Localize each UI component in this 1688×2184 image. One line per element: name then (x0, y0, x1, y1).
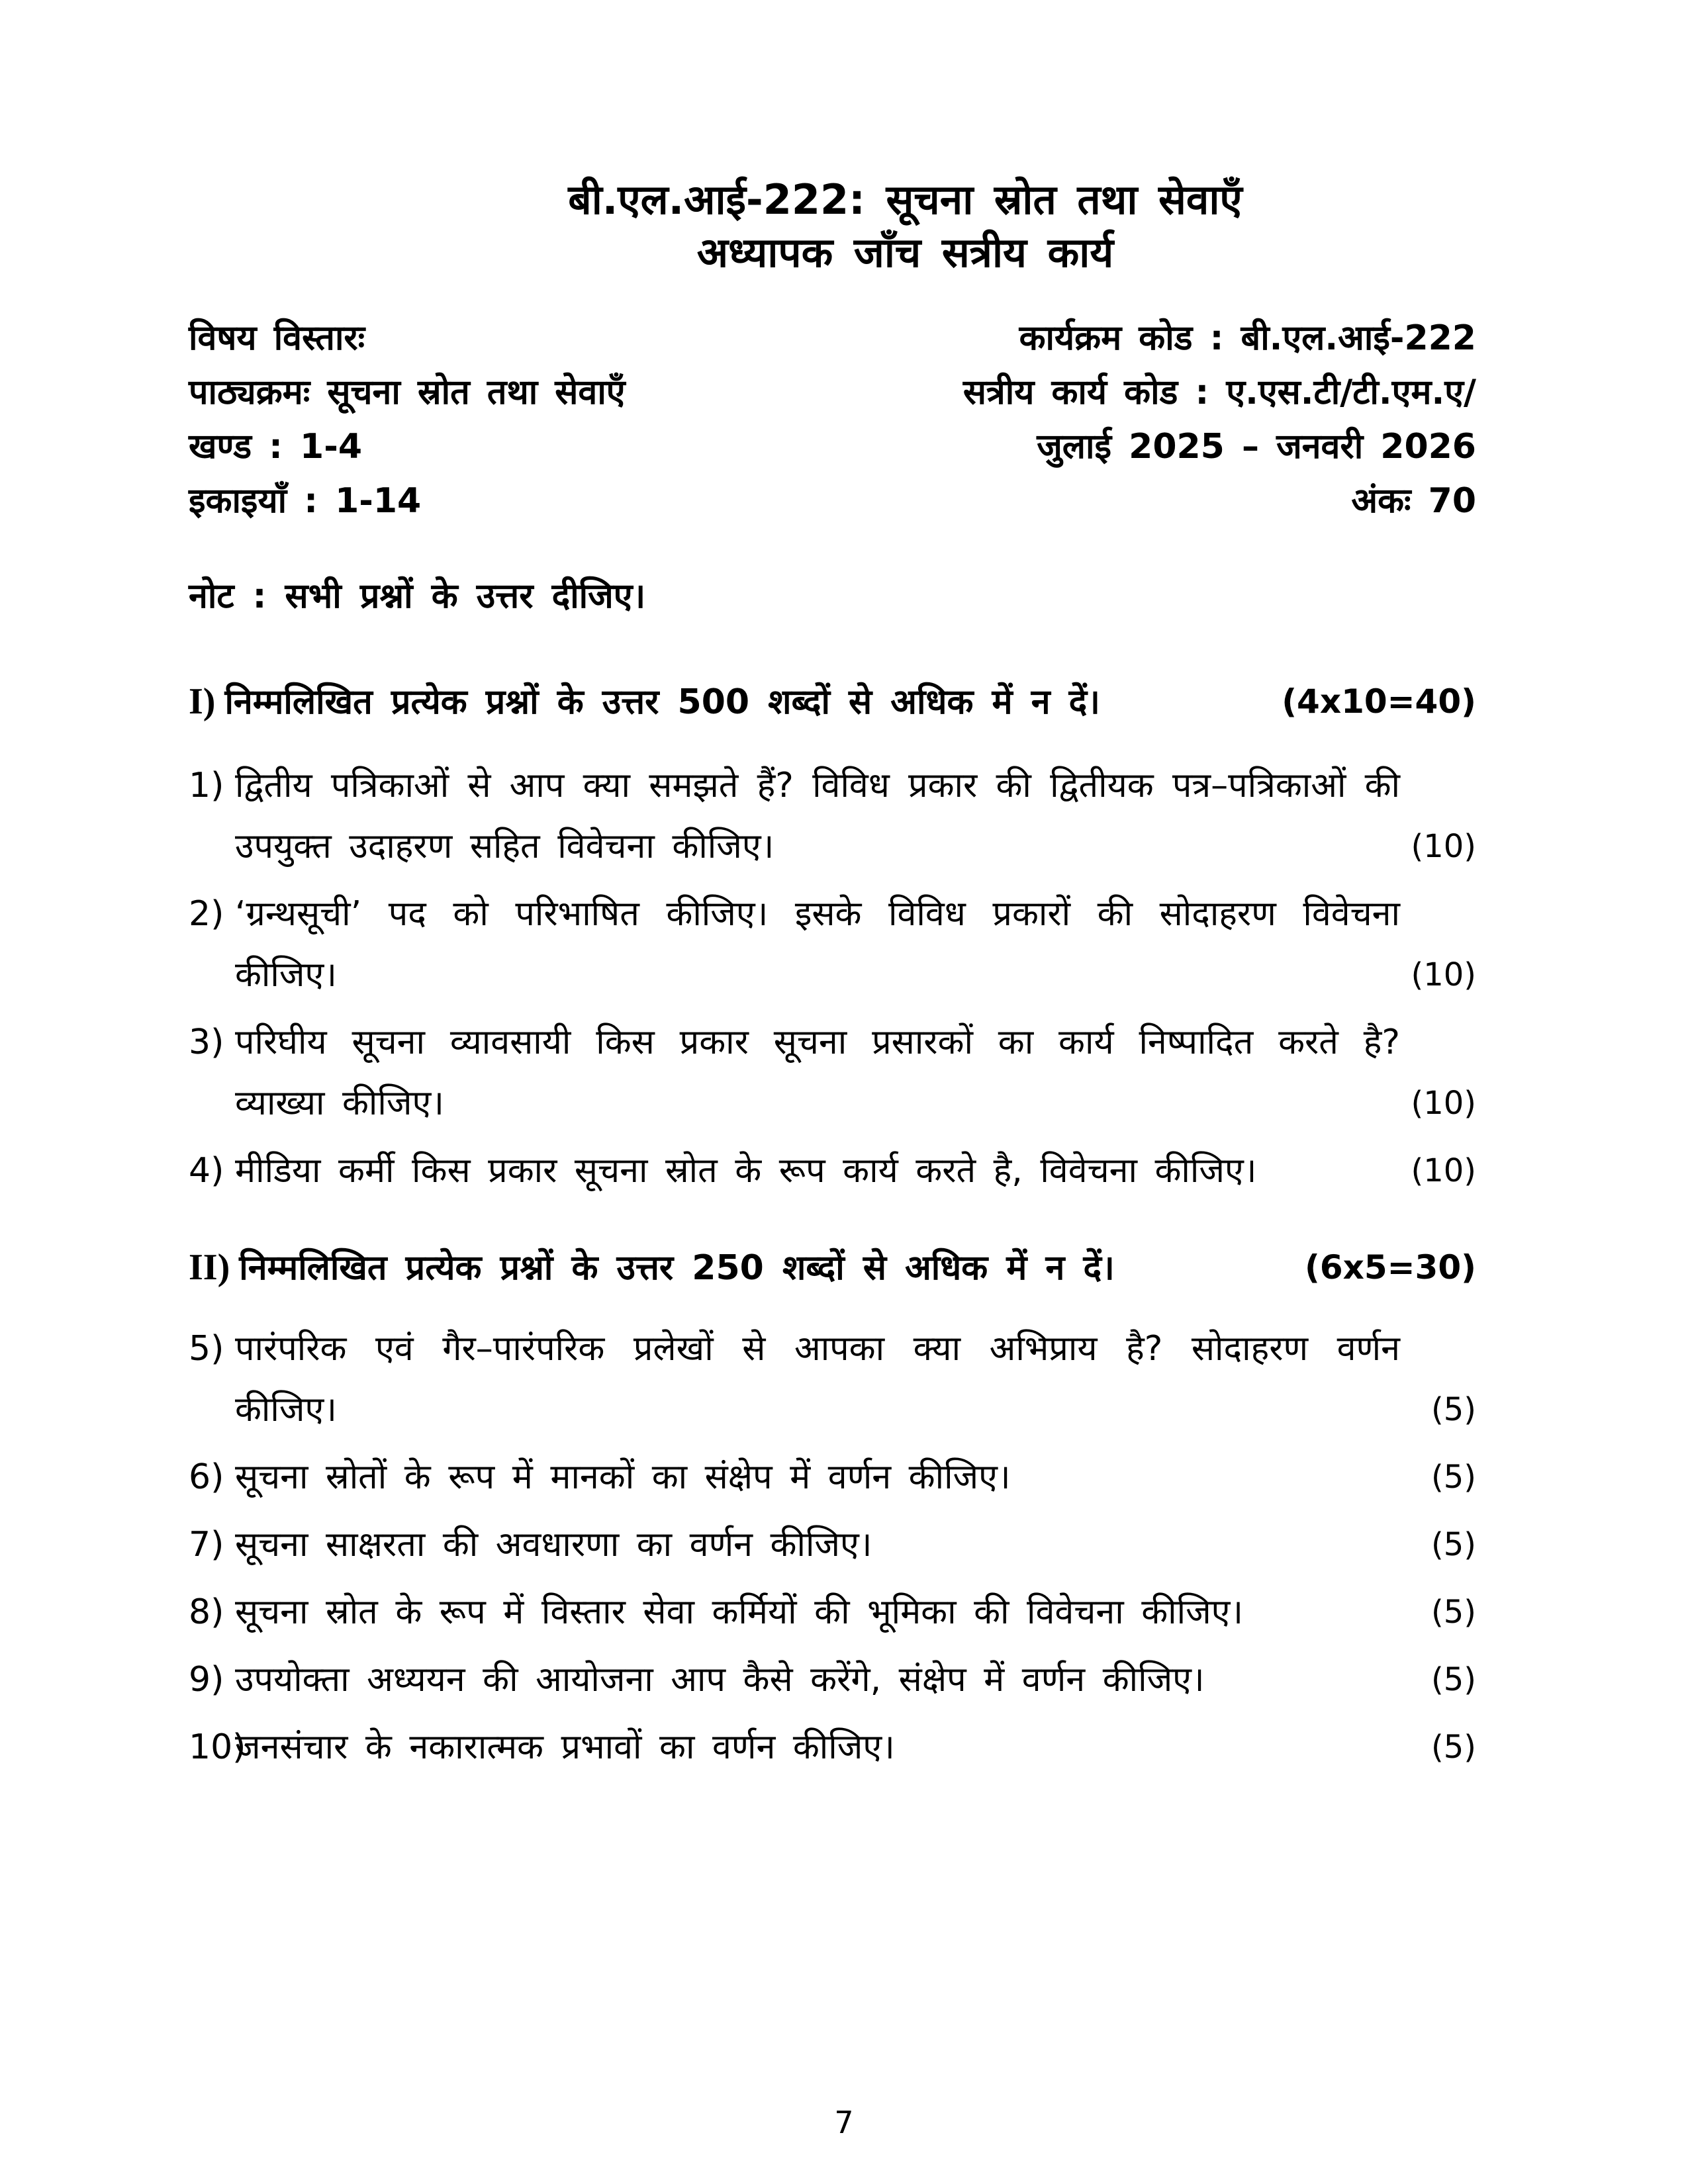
section-two (189, 1237, 1476, 1778)
assignment-code: सत्रीय कार्य कोड : ए.एस.टी/टी.एम.ए/ (962, 373, 1476, 412)
section-heading (189, 1237, 1476, 1298)
question-number: 9) (189, 1660, 224, 1700)
question-text: द्वितीय पत्रिकाओं से आप क्या समझते हैं? विविध प्रकार की द्वितीयक पत्र–पत्रिकाओं की उपयुक्त उदाहरण सहित विवेचना कीजिए। (235, 766, 1400, 866)
blocks-range: खण्ड : 1-4 (189, 427, 363, 467)
question-number: 7) (189, 1525, 224, 1565)
question-item (189, 1318, 1476, 1440)
question-text: ‘ग्रन्थसूची’ पद को परिभाषित कीजिए। इसके विविध प्रकारों की सोदाहरण विवेचना कीजिए। (235, 894, 1400, 995)
page-content (189, 0, 1476, 1784)
total-marks: अंकः 70 (1351, 481, 1476, 521)
question-number: 5) (189, 1329, 224, 1369)
section-heading-text: निम्मलिखित प्रत्येक प्रश्नों के उत्तर 500 शब्दों से अधिक में न दें। (224, 682, 1100, 722)
question-marks: (5) (1431, 1526, 1476, 1563)
question-number: 4) (189, 1151, 224, 1191)
question-marks: (10) (1411, 1152, 1476, 1189)
question-marks: (10) (1411, 1085, 1476, 1122)
section-numeral: I) (189, 681, 216, 722)
question-text: मीडिया कर्मी किस प्रकार सूचना स्रोत के रूप कार्य करते है, विवेचना कीजिए। (235, 1151, 1257, 1191)
section-heading (189, 671, 1476, 733)
question-text: सूचना स्रोतों के रूप में मानकों का संक्षेप में वर्णन कीजिए। (235, 1457, 1011, 1497)
question-text: सूचना स्रोत के रूप में विस्तार सेवा कर्मियों की भूमिका की विवेचना कीजिए। (235, 1592, 1244, 1632)
course-title-line: बी.एल.आई-222: सूचना स्रोत तथा सेवाएँ (568, 175, 1243, 224)
question-item (189, 1447, 1476, 1508)
assignment-title-line: अध्यापक जाँच सत्रीय कार्य (696, 228, 1114, 277)
section-marks: (4x10=40) (1282, 682, 1476, 721)
question-marks: (5) (1431, 1661, 1476, 1698)
question-item (189, 884, 1476, 1005)
question-marks: (10) (1411, 828, 1476, 865)
question-item (189, 1717, 1476, 1778)
assignment-meta (189, 311, 1476, 528)
page-title (261, 173, 1549, 279)
question-number: 3) (189, 1023, 224, 1062)
question-item (189, 1012, 1476, 1134)
instructions-note: नोट : सभी प्रश्नों के उत्तर दीजिए। (189, 576, 646, 616)
section-heading-text: निम्मलिखित प्रत्येक प्रश्नों के उत्तर 250 शब्दों से अधिक में न दें। (239, 1248, 1115, 1288)
course-name: पाठ्यक्रमः सूचना स्रोत तथा सेवाएँ (189, 373, 626, 412)
question-text: सूचना साक्षरता की अवधारणा का वर्णन कीजिए। (235, 1525, 872, 1565)
question-number: 8) (189, 1592, 224, 1632)
question-marks: (5) (1431, 1594, 1476, 1631)
question-text: पारंपरिक एवं गैर–पारंपरिक प्रलेखों से आपका क्या अभिप्राय है? सोदाहरण वर्णन कीजिए। (235, 1329, 1400, 1430)
meta-row (189, 311, 1476, 365)
question-number: 6) (189, 1457, 224, 1497)
question-item (189, 1582, 1476, 1643)
question-text: जनसंचार के नकारात्मक प्रभावों का वर्णन कीजिए। (235, 1727, 895, 1767)
question-item (189, 1649, 1476, 1710)
question-item (189, 1140, 1476, 1201)
session-period: जुलाई 2025 – जनवरी 2026 (1037, 427, 1476, 467)
question-item (189, 755, 1476, 877)
question-marks: (5) (1431, 1729, 1476, 1766)
section-marks: (6x5=30) (1304, 1248, 1476, 1287)
page-number: 7 (834, 2105, 854, 2140)
question-number: 1) (189, 766, 224, 805)
question-text: उपयोक्ता अध्ययन की आयोजना आप कैसे करेंगे, संक्षेप में वर्णन कीजिए। (235, 1660, 1205, 1700)
question-item (189, 1514, 1476, 1575)
programme-code: कार्यक्रम कोड : बी.एल.आई-222 (1019, 318, 1476, 358)
question-number: 2) (189, 894, 224, 934)
meta-row (189, 365, 1476, 420)
question-marks: (10) (1411, 956, 1476, 993)
section-numeral: II) (189, 1247, 230, 1288)
units-range: इकाइयाँ : 1-14 (189, 481, 422, 521)
meta-row (189, 420, 1476, 474)
coverage-label: विषय विस्तारः (189, 318, 365, 358)
question-marks: (5) (1431, 1391, 1476, 1428)
question-text: परिघीय सूचना व्यावसायी किस प्रकार सूचना प्रसारकों का कार्य निष्पादित करते है? व्याख्या कीजिए। (235, 1023, 1400, 1123)
question-number: 10) (189, 1727, 246, 1767)
question-marks: (5) (1431, 1459, 1476, 1496)
section-one (189, 671, 1476, 1201)
meta-row (189, 474, 1476, 528)
